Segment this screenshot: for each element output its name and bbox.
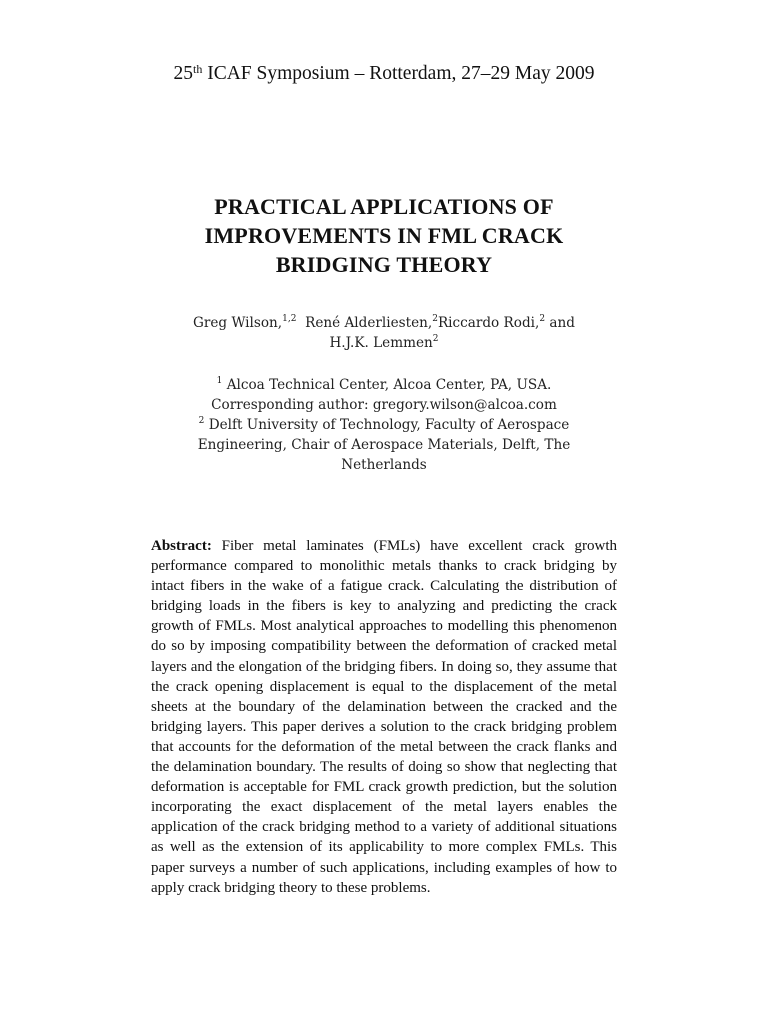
affiliation-2	[134, 415, 634, 435]
author-conjunction: and	[545, 315, 575, 331]
author-affiliation-mark: 2	[432, 334, 439, 344]
affiliations	[134, 375, 634, 475]
affiliation-2-line-2: Engineering, Chair of Aerospace Materials, Delft, The	[197, 437, 571, 453]
affiliation-text: Delft University of Technology, Faculty of Aerospace	[204, 417, 570, 433]
author-name: Riccardo Rodi,	[437, 315, 540, 331]
affiliation-text: Alcoa Technical Center, Alcoa Center, PA, USA.	[222, 377, 552, 393]
affiliation-mark: 2	[198, 416, 205, 426]
author-name: Greg Wilson,	[193, 315, 283, 331]
author-line-2	[134, 333, 634, 353]
author-name: René Alderliesten,	[296, 315, 433, 331]
header-text: ICAF Symposium – Rotterdam, 27–29 May 2009	[202, 63, 595, 84]
abstract-label: Abstract:	[151, 538, 212, 554]
title-line-3: BRIDGING THEORY	[275, 252, 493, 277]
author-affiliation-mark: 1,2	[282, 314, 297, 324]
author-list	[134, 313, 634, 353]
author-line-1	[134, 313, 634, 333]
header-number: 25	[173, 63, 193, 84]
paper-title	[134, 192, 634, 279]
title-line-2: IMPROVEMENTS IN FML CRACK	[204, 223, 564, 248]
author-affiliation-mark: 2	[432, 314, 438, 324]
abstract-text: Fiber metal laminates (FMLs) have excellent crack growth performance compared to monolithic metals thanks to crack bridging by intact fibers in the wake of a fatigue crack. Calculating the distribution of bridging loads in the fibers is key to analyzing and predicting the crack growth of FMLs. Most analytical approaches to modelling this phenomenon do so by imposing compatibility between the deformation of cracked metal layers and the elongation of the bridging fibers. In doing so, they assume that the crack opening displacement is equal to the displacement of the metal sheets at the boundary of the delamination between the cracked and the bridging layers. This paper derives a solution to the crack bridging problem that accounts for the deformation of the metal between the crack flanks and the delamination boundary. The results of doing so show that neglecting that deformation is acceptable for FML crack growth prediction, but the solution incorporating the exact displacement of the metal layers enables the application of the crack bridging method to a variety of additional situations as well as the extension of its applicability to more complex FMLs. This paper surveys a number of such applications, including examples of how to apply crack bridging theory to these problems.	[151, 538, 617, 896]
author-affiliation-mark: 2	[539, 314, 546, 324]
conference-header	[0, 62, 768, 86]
affiliation-mark: 1	[216, 376, 223, 386]
author-name: H.J.K. Lemmen	[329, 335, 433, 351]
title-line-1: PRACTICAL APPLICATIONS OF	[214, 194, 554, 219]
affiliation-2-line-3: Netherlands	[341, 457, 427, 473]
affiliation-1	[134, 375, 634, 395]
header-ordinal-suffix: th	[192, 62, 203, 76]
corresponding-author: Corresponding author: gregory.wilson@alcoa.com	[211, 397, 557, 413]
abstract	[151, 536, 617, 898]
